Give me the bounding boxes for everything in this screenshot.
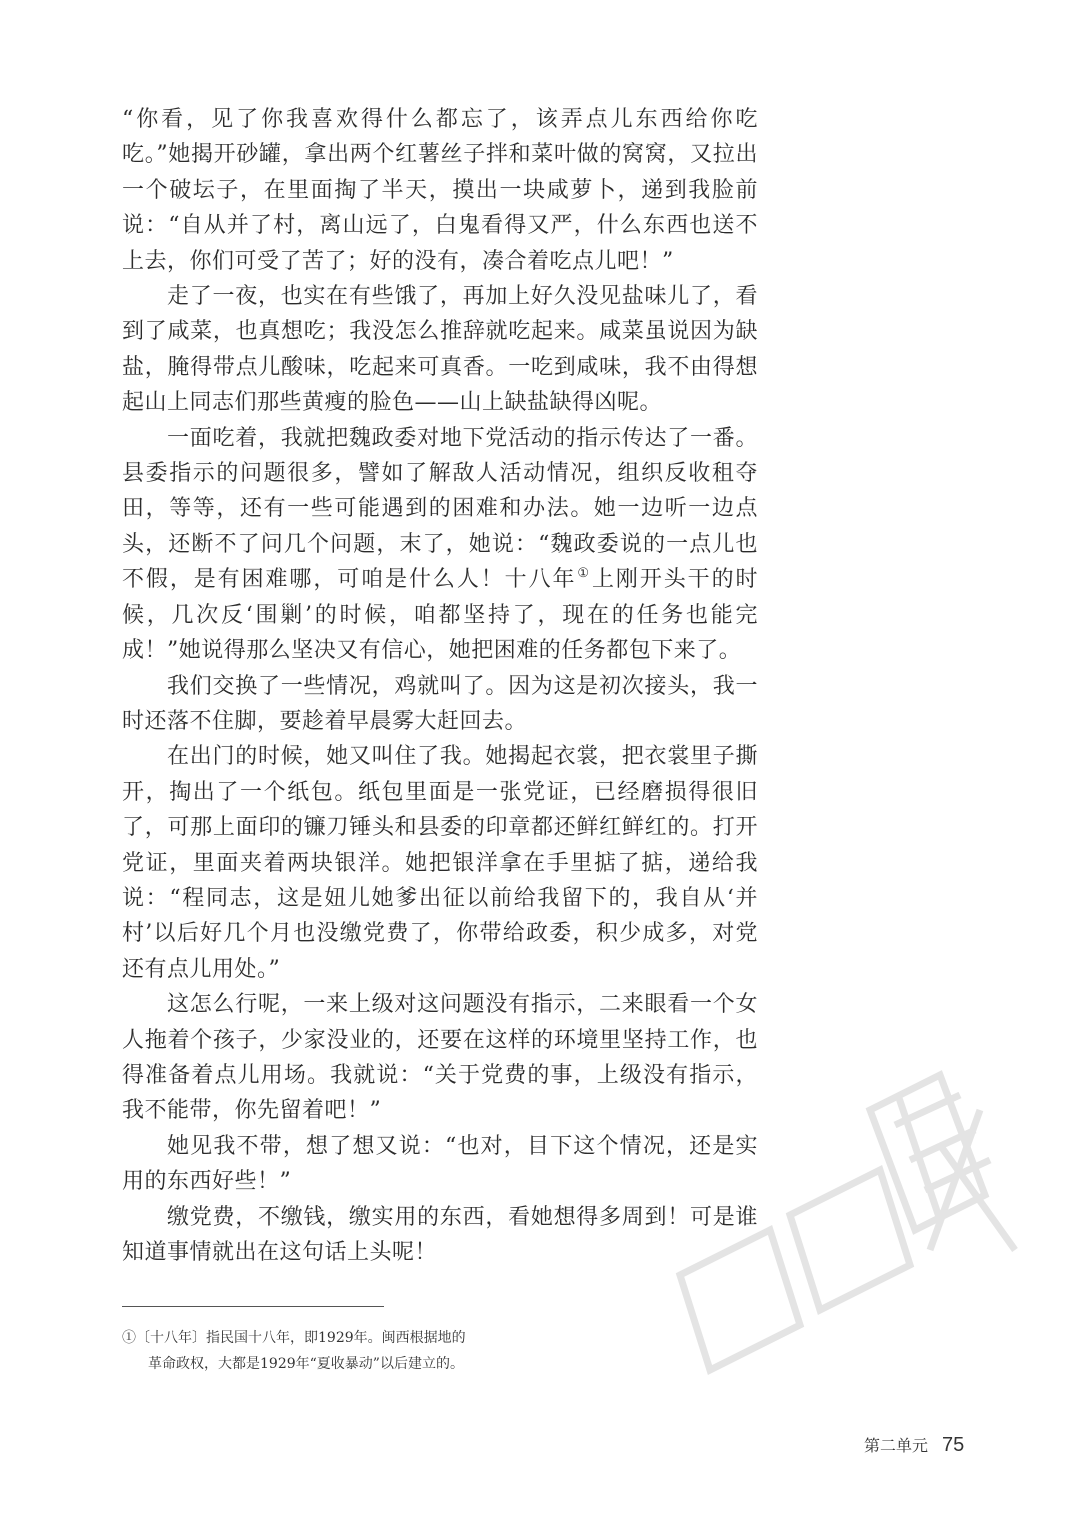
page-number: 75 <box>942 1434 965 1456</box>
footnote-line-2: 革命政权，大都是1929年“夏收暴动”以后建立的。 <box>148 1356 464 1372</box>
paragraph-3 <box>122 421 758 669</box>
paragraph-8: 缴党费，不缴钱，缴实用的东西，看她想得多周到！可是谁知道事情就出在这句话上头呢！ <box>122 1204 758 1265</box>
watermark-glyph <box>870 1075 1015 1250</box>
paragraph-7: 她见我不带，想了想又说：“也对，目下这个情况，还是实用的东西好些！” <box>122 1133 758 1195</box>
paragraph-6: 这怎么行呢，一来上级对这问题没有指示，二来眼看一个女人拖着个孩子，少家没业的，还要在这样的环境里坚持工作，也得准备着点儿用场。我就说：“关于党费的事，上级没有指示，我不能带，你先留着吧！” <box>122 992 758 1124</box>
footnote-line-1: ①〔十八年〕指民国十八年，即1929年。闽西根据地的 <box>122 1330 466 1346</box>
footnote-divider <box>122 1306 384 1307</box>
paragraph-3-part-1: 一面吃着，我就把魏政委对地下党活动的指示传达了一番。县委指示的问题很多，譬如了解敌人活动情况，组织反收租夺田，等等，还有一些可能遇到的困难和办法。她一边听一边点头，还断不了问几个问题，末了，她说：“魏政委说的一点儿也不假，是有困难哪，可咱是什么人！十八年 <box>122 425 758 593</box>
story-body <box>122 102 758 1270</box>
watermark-square-2 <box>790 1170 910 1310</box>
footnote <box>122 1325 522 1377</box>
paragraph-3-part-2: 上刚开头干的时候，几次反‘围剿’的时候，咱都坚持了，现在的任务也能完成！”她说得那么坚决又有信心，她把困难的任务都包下来了。 <box>122 567 758 664</box>
paragraph-2: 走了一夜，也实在有些饿了，再加上好久没见盐味儿了，看到了咸菜，也真想吃；我没怎么推辞就吃起来。咸菜虽说因为缺盐，腌得带点儿酸味，吃起来可真香。一吃到咸味，我不由得想起山上同志们那些黄瘦的脸色——山上缺盐缺得凶呢。 <box>122 284 758 416</box>
footnote-marker: ① <box>577 566 591 582</box>
unit-label: 第二单元 <box>864 1436 929 1455</box>
paragraph-4: 我们交换了一些情况，鸡就叫了。因为这是初次接头，我一时还落不住脚，要趁着早晨雾大赶回去。 <box>122 673 758 734</box>
paragraph-5: 在出门的时候，她又叫住了我。她揭起衣裳，把衣裳里子撕开，掏出了一个纸包。纸包里面是一张党证，已经磨损得很旧了，可那上面印的镰刀锤头和县委的印章都还鲜红鲜红的。打开党证，里面夹着两块银洋。她把银洋拿在手里掂了掂，递给我说：“程同志，这是妞儿她爹出征以前给我留下的，我自从‘并村’以后好几个月也没缴党费了，你带给政委，积少成多，对党还有点儿用处。” <box>122 744 758 982</box>
paragraph-1: “你看，见了你我喜欢得什么都忘了，该弄点儿东西给你吃吃。”她揭开砂罐，拿出两个红薯丝子拌和菜叶做的窝窝，又拉出一个破坛子，在里面掏了半天，摸出一块咸萝卜，递到我脸前说：“自从并了村，离山远了，白鬼看得又严，什么东西也送不上去，你们可受了苦了；好的没有，凑合着吃点儿吧！” <box>122 107 758 274</box>
page-folio <box>864 1433 964 1463</box>
